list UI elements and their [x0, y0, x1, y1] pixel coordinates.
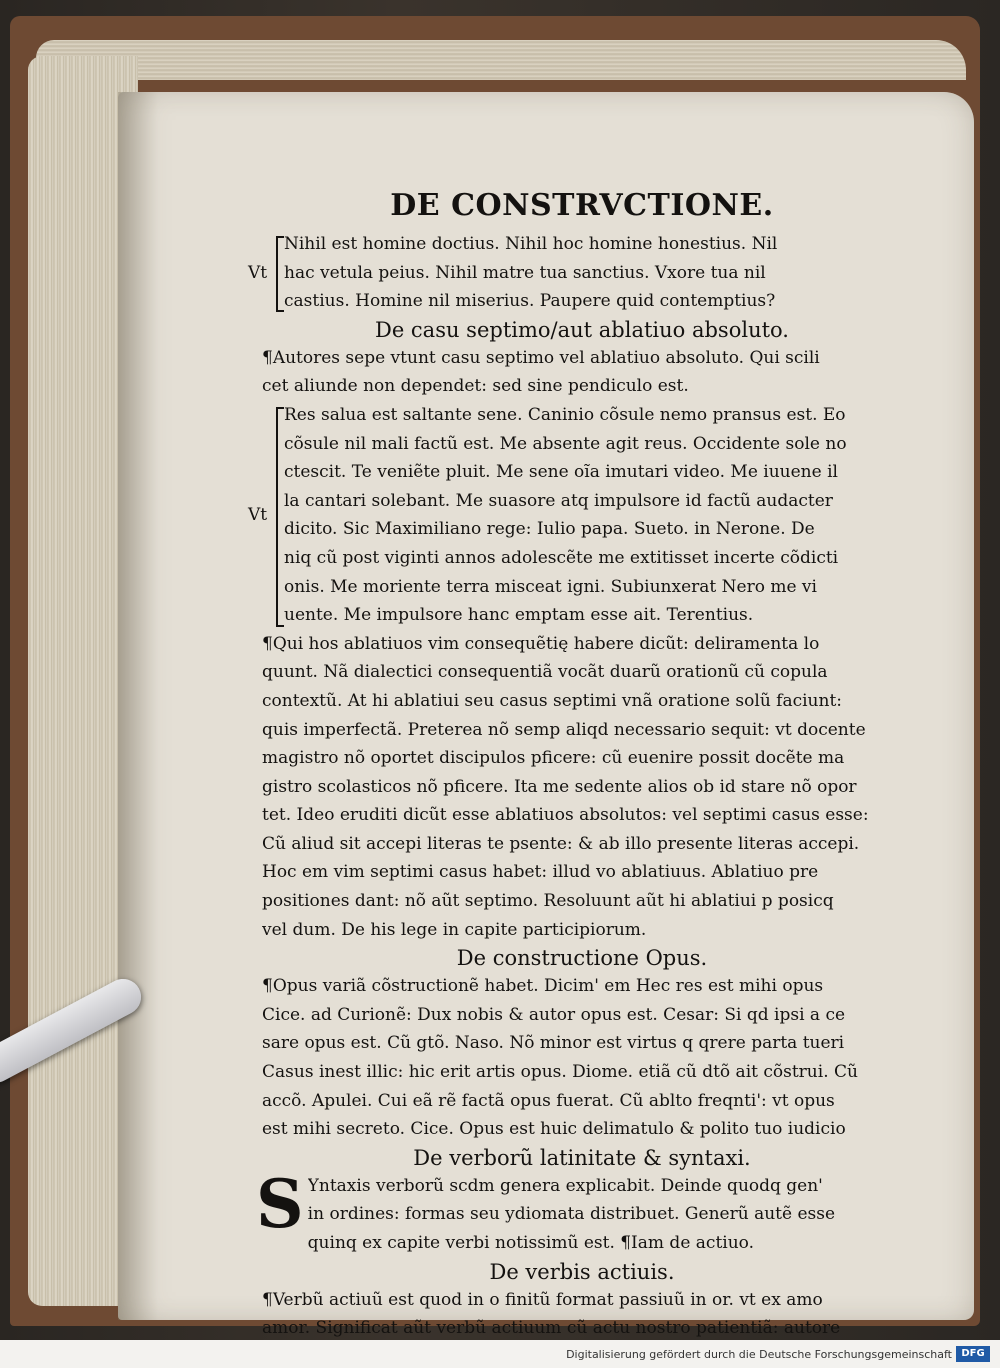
text-line: onis. Me moriente terra misceat igni. Subiunxerat Nero me vi: [284, 576, 817, 597]
text-line: quinq ex capite verbi notissimũ est. ¶Iam de actiuo.: [307, 1233, 754, 1253]
dfg-logo-icon: DFG: [956, 1346, 990, 1362]
text-line: sare opus est. Cũ gtõ. Naso. Nõ minor est virtus q qrere parta tueri: [262, 1033, 845, 1054]
page-edges-top: [36, 40, 966, 80]
text-line: amor. Significat aũt verbũ actiuum cũ actu nostro patientiã: autore: [262, 1318, 841, 1339]
text-line: contextũ. At hi ablatiui seu casus septimi vnã oratione solũ faciunt:: [262, 690, 843, 711]
funding-credit: Digitalisierung gefördert durch die Deutsche Forschungsgemeinschaft: [566, 1348, 952, 1361]
text-line: ¶Opus variã cõstructionẽ habet. Dicim' em Hec res est mihi opus: [262, 976, 824, 997]
drop-cap: S: [256, 1164, 304, 1243]
vt-label: Vt: [248, 504, 268, 525]
text-line: cet aliunde non dependet: sed sine pendiculo est.: [262, 376, 689, 397]
text-line: positiones dant: nõ aũt septimo. Resoluunt aũt hi ablatiui p posicq: [262, 891, 834, 912]
section-heading: De constructione Opus.: [456, 946, 708, 971]
syntax-paragraph: [256, 1164, 902, 1258]
text-line: ctescit. Te veniẽte pluit. Me sene oĩa imutari video. Me iuuene il: [284, 462, 838, 483]
footer-bar: [0, 1340, 1000, 1368]
text-line: vel dum. De his lege in capite participiorum.: [262, 919, 647, 940]
text-line: tet. Ideo eruditi dicũt esse ablatiuos absolutos: vel septimi casus esse:: [262, 805, 869, 826]
section-heading: De casu septimo/aut ablatiuo absoluto.: [374, 317, 789, 342]
vt-label: Vt: [248, 263, 268, 283]
text-line: Res salua est saltante sene. Caninio cõsule nemo pransus est. Eo: [284, 404, 846, 425]
text-line: Yntaxis verborũ scdm genera explicabit. Deinde quodq gen': [307, 1175, 823, 1196]
example-block-1: [248, 230, 902, 316]
text-line: Cũ aliud sit accepi literas te psente: & ab illo presente literas accepi.: [262, 833, 860, 854]
text-line: accõ. Apulei. Cui eã rẽ factã opus fuerat. Cũ ablto freqnti': vt opus: [262, 1090, 835, 1111]
example-block-2: [248, 401, 902, 630]
text-line: niq cũ post viginti annos adolescẽte me extitisset incerte cõdicti: [284, 547, 839, 568]
text-line: ¶Verbũ actiuũ est quod in o finitũ format passiuũ in or. vt ex amo: [262, 1289, 823, 1310]
section-heading: De verbis actiuis.: [489, 1259, 675, 1284]
text-line: in ordines: formas seu ydiomata distribuet. Generũ autẽ esse: [307, 1204, 836, 1225]
text-line: Nihil est homine doctius. Nihil hoc homine honestius. Nil: [284, 234, 778, 254]
text-line: gistro scolasticos nõ pficere. Ita me sedente alios ob id stare nõ opor: [262, 776, 857, 797]
gutter-shadow: [118, 92, 158, 1320]
text-line: quunt. Nã dialectici consequentiã vocãt duarũ orationũ cũ copula: [262, 662, 828, 683]
text-line: magistro nõ oportet discipulos pficere: cũ euenire possit docẽte ma: [262, 748, 845, 769]
text-line: Casus inest illic: hic erit artis opus. Diome. etiã cũ dtõ ait cõstrui. Cũ: [262, 1062, 858, 1083]
text-line: la cantari solebant. Me suasore atq impulsore id factũ audacter: [284, 490, 833, 511]
text-line: quis imperfectã. Preterea nõ semp aliqd necessario sequit: vt docente: [262, 719, 866, 740]
brace-bracket: [276, 407, 284, 627]
text-line: Hoc em vim septimi casus habet: illud vo ablatiuus. Ablatiuo pre: [262, 862, 819, 883]
text-line: dicito. Sic Maximiliano rege: Iulio papa. Sueto. in Nerone. De: [284, 519, 815, 540]
section-heading: De verborũ latinitate & syntaxi.: [413, 1145, 751, 1170]
page-text: [248, 186, 902, 1343]
brace-bracket: [276, 236, 284, 312]
text-line: Cice. ad Curionẽ: Dux nobis & autor opus est. Cesar: Si qd ipsi a ce: [262, 1004, 846, 1025]
text-line: cõsule nil mali factũ est. Me absente agit reus. Occidente sole no: [284, 433, 847, 454]
text-line: uente. Me impulsore hanc emptam esse ait. Terentius.: [284, 605, 754, 626]
text-line: ¶Autores sepe vtunt casu septimo vel ablatiuo absoluto. Qui scili: [262, 347, 820, 368]
text-line: castius. Homine nil miserius. Paupere quid contemptius?: [284, 291, 776, 312]
text-line: ¶Qui hos ablatiuos vim consequẽtię habere dicũt: deliramenta lo: [262, 633, 820, 654]
page-heading: DE CONSTRVCTIONE.: [390, 188, 774, 223]
text-line: est mihi secreto. Cice. Opus est huic delimatulo & polito tuo iudicio: [262, 1119, 846, 1140]
text-line: hac vetula peius. Nihil matre tua sanctius. Vxore tua nil: [284, 262, 766, 283]
